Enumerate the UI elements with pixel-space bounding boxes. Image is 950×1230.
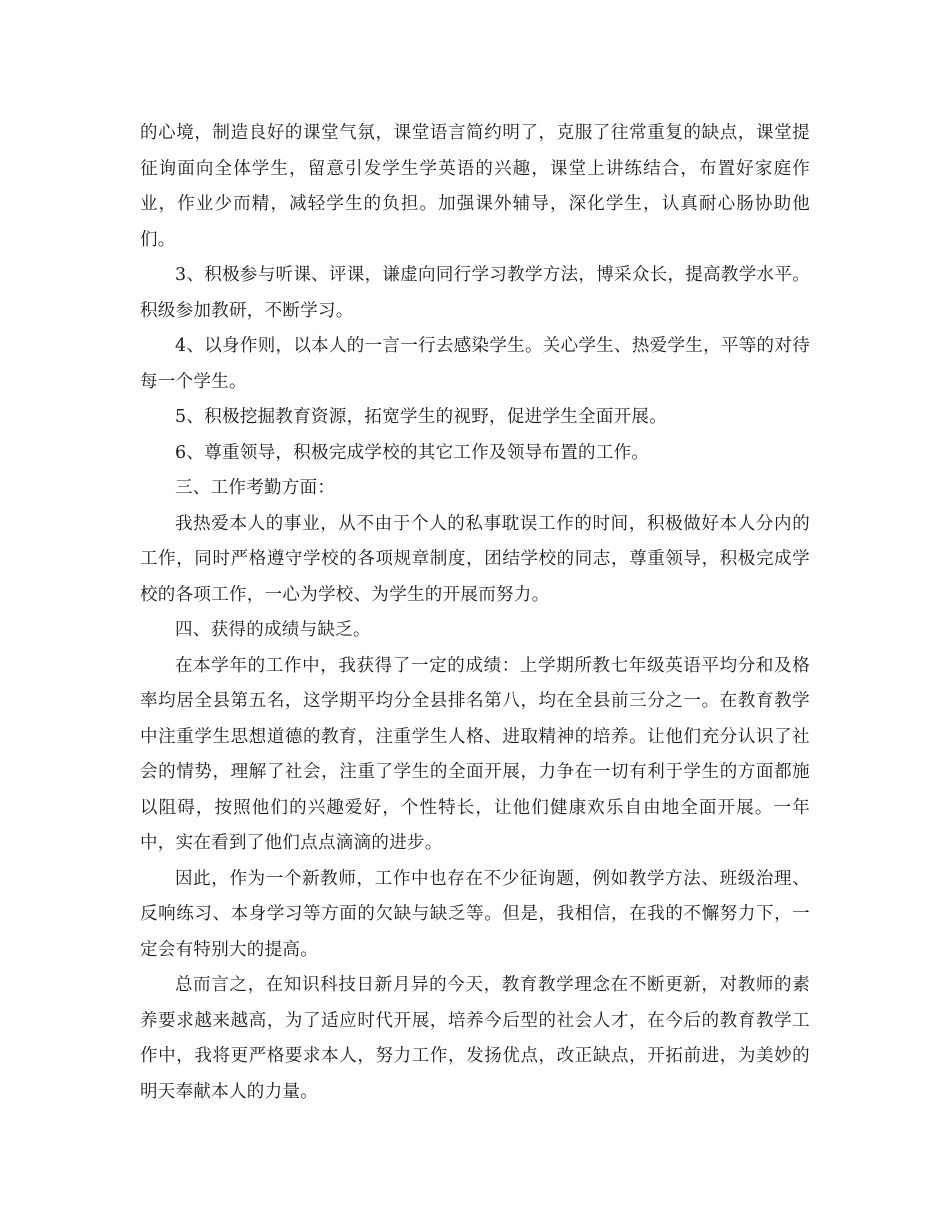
section-heading-attendance: 三、工作考勤方面： <box>175 478 336 498</box>
paragraph-item-5: 5、积极挖掘教育资源，拓宽学生的视野，促进学生全面开展。 <box>175 407 668 427</box>
document-body <box>140 116 810 1110</box>
paragraph-item-4: 4、以身作则，以本人的一言一行去感染学生。关心学生、热爱学生，平等的对待每一个学生。 <box>140 336 810 392</box>
paragraph-item-3: 3、积极参与听课、评课，谦虚向同行学习教学方法，博采众长，提高教学水平。积级参加教研，不断学习。 <box>140 265 810 321</box>
section-heading-achievements: 四、获得的成绩与缺乏。 <box>175 620 371 640</box>
paragraph-conclusion: 总而言之，在知识科技日新月异的今天，教育教学理念在不断更新，对教师的素养要求越来越高，为了适应时代开展，培养今后型的社会人才，在今后的教育教学工作中，我将更严格要求本人，努力工作，发扬优点，改正缺点，开拓前进，为美妙的明天奉献本人的力量。 <box>140 975 810 1102</box>
paragraph-item-6: 6、尊重领导，积极完成学校的其它工作及领导布置的工作。 <box>175 442 650 463</box>
paragraph-shortcomings: 因此，作为一个新教师，工作中也存在不少征询题，例如教学方法、班级治理、反响练习、本身学习等方面的欠缺与缺乏等。但是，我相信，在我的不懈努力下，一定会有特别大的提高。 <box>140 868 810 960</box>
paragraph-attendance: 我热爱本人的事业，从不由于个人的私事耽误工作的时间，积极做好本人分内的工作，同时严格遵守学校的各项规章制度，团结学校的同志，尊重领导，积极完成学校的各项工作，一心为学校、为学生的开展而努力。 <box>140 513 810 605</box>
paragraph-achievements: 在本学年的工作中，我获得了一定的成绩：上学期所教七年级英语平均分和及格率均居全县第五名，这学期平均分全县排名第八，均在全县前三分之一。在教育教学中注重学生思想道德的教育，注重学生人格、进取精神的培养。让他们充分认识了社会的情势，理解了社会，注重了学生的全面开展，力争在一切有利于学生的方面都施以阻碍，按照他们的兴趣爱好，个性特长，让他们健康欢乐自由地全面开展。一年中，实在看到了他们点点滴滴的进步。 <box>140 655 810 853</box>
paragraph-continuation: 的心境，制造良好的课堂气氛，课堂语言简约明了，克服了往常重复的缺点，课堂提征询面向全体学生，留意引发学生学英语的兴趣，课堂上讲练结合，布置好家庭作业，作业少而精，减轻学生的负担。加强课外辅导，深化学生，认真耐心肠协助他们。 <box>140 123 810 250</box>
